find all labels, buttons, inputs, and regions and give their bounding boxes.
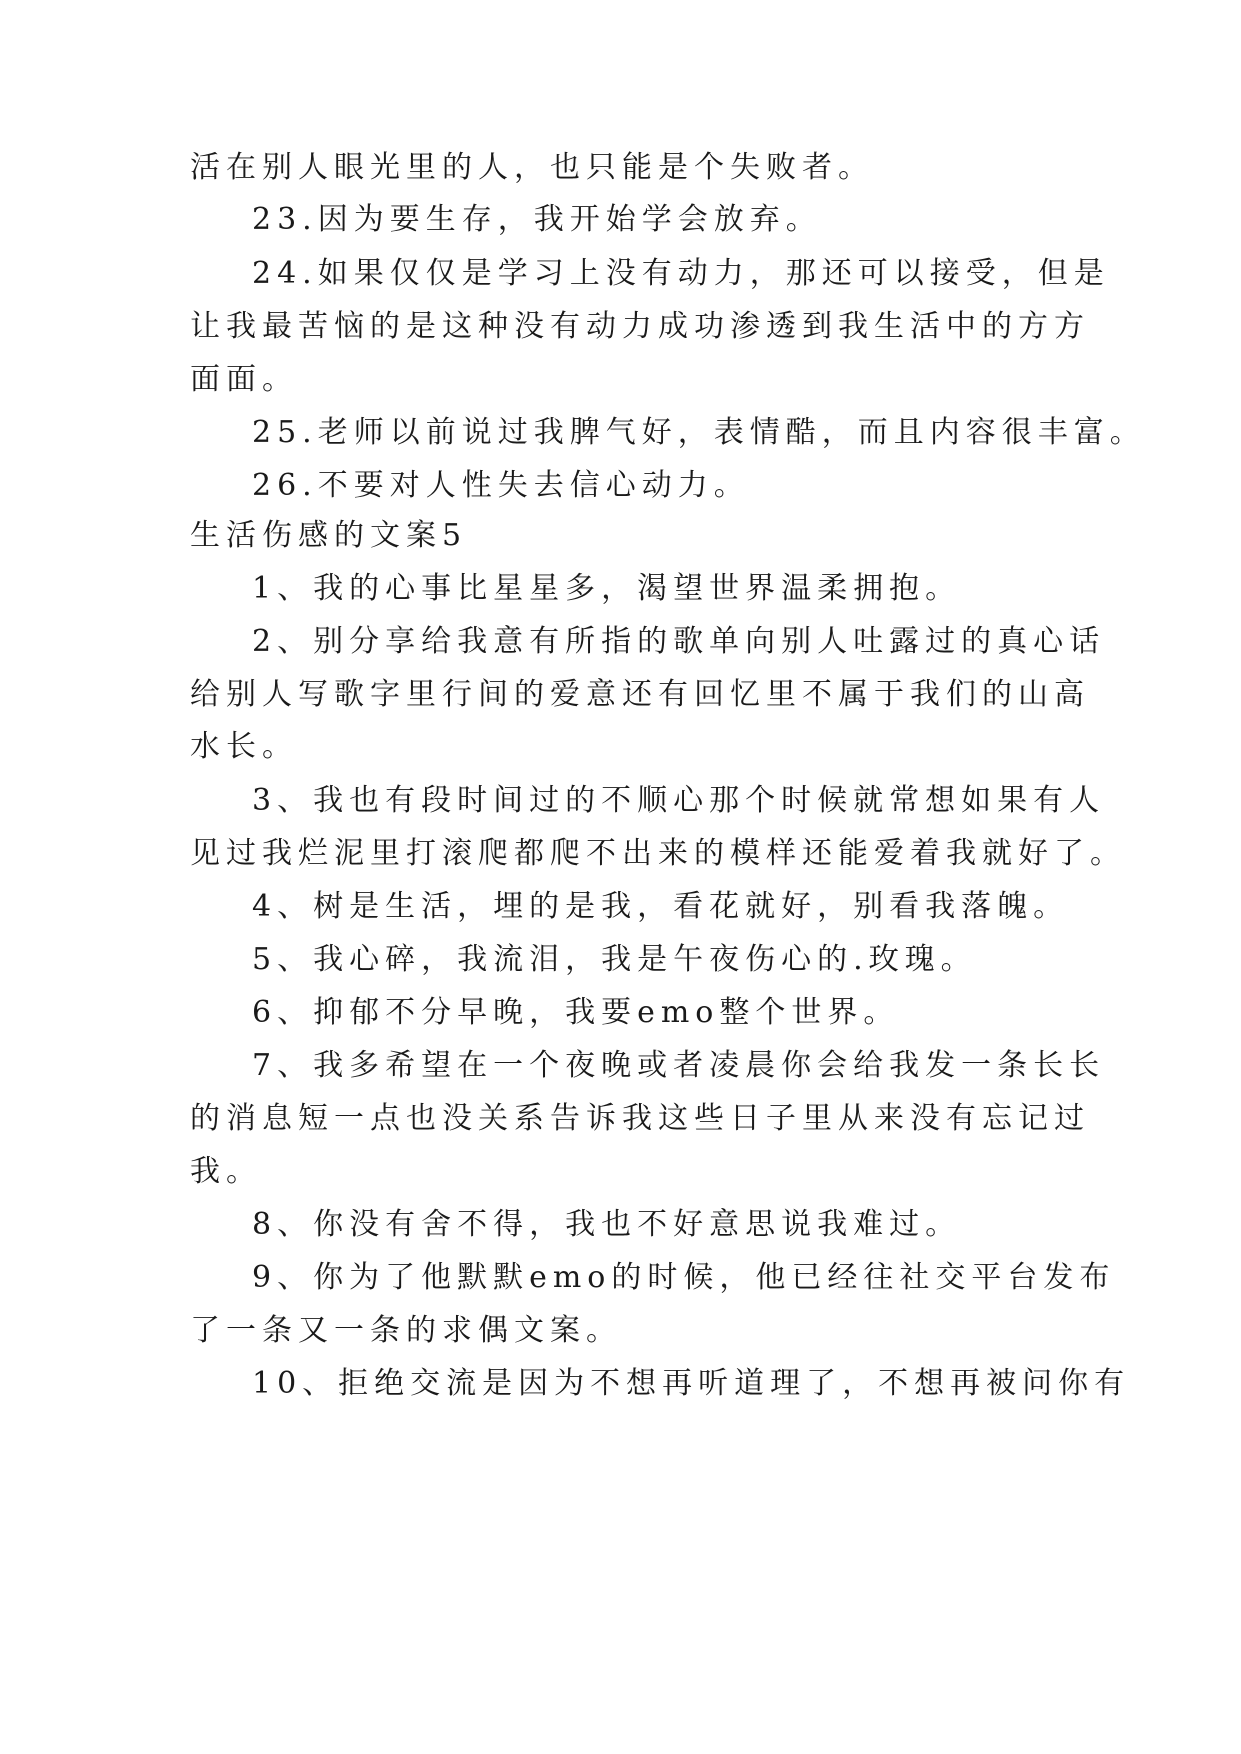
paragraph-line: 8、你没有舍不得，我也不好意思说我难过。 [252, 1207, 962, 1242]
paragraph-line: 的消息短一点也没关系告诉我这些日子里从来没有忘记过 [190, 1101, 1090, 1136]
paragraph-line: 26.不要对人性失去信心动力。 [252, 468, 750, 503]
paragraph-line: 7、我多希望在一个夜晚或者凌晨你会给我发一条长长 [252, 1048, 1106, 1083]
paragraph-line: 4、树是生活，埋的是我，看花就好，别看我落魄。 [252, 889, 1070, 924]
paragraph-line: 面面。 [190, 362, 298, 397]
paragraph-line: 24.如果仅仅是学习上没有动力，那还可以接受，但是 [252, 256, 1110, 291]
paragraph-line: 9、你为了他默默emo的时候，他已经往社交平台发布 [252, 1260, 1116, 1295]
paragraph-line: 3、我也有段时间过的不顺心那个时候就常想如果有人 [252, 783, 1106, 818]
paragraph-line: 23.因为要生存，我开始学会放弃。 [252, 202, 822, 237]
paragraph-line: 见过我烂泥里打滚爬都爬不出来的模样还能爱着我就好了。 [190, 836, 1126, 871]
paragraph-line: 25.老师以前说过我脾气好，表情酷，而且内容很丰富。 [252, 415, 1146, 450]
paragraph-line: 5、我心碎，我流泪，我是午夜伤心的.玫瑰。 [252, 942, 977, 977]
paragraph-line: 让我最苦恼的是这种没有动力成功渗透到我生活中的方方 [190, 309, 1090, 344]
section-heading: 生活伤感的文案5 [190, 518, 468, 553]
paragraph-line: 了一条又一条的求偶文案。 [190, 1313, 622, 1348]
paragraph-line: 1、我的心事比星星多，渴望世界温柔拥抱。 [252, 571, 962, 606]
paragraph-line: 水长。 [190, 729, 298, 764]
paragraph-line: 给别人写歌字里行间的爱意还有回忆里不属于我们的山高 [190, 677, 1090, 712]
paragraph-line: 10、拒绝交流是因为不想再听道理了，不想再被问你有 [252, 1366, 1131, 1401]
paragraph-line: 2、别分享给我意有所指的歌单向别人吐露过的真心话 [252, 624, 1106, 659]
paragraph-line: 我。 [190, 1154, 262, 1189]
paragraph-line: 活在别人眼光里的人，也只能是个失败者。 [190, 150, 874, 185]
paragraph-line: 6、抑郁不分早晚，我要emo整个世界。 [252, 995, 900, 1030]
